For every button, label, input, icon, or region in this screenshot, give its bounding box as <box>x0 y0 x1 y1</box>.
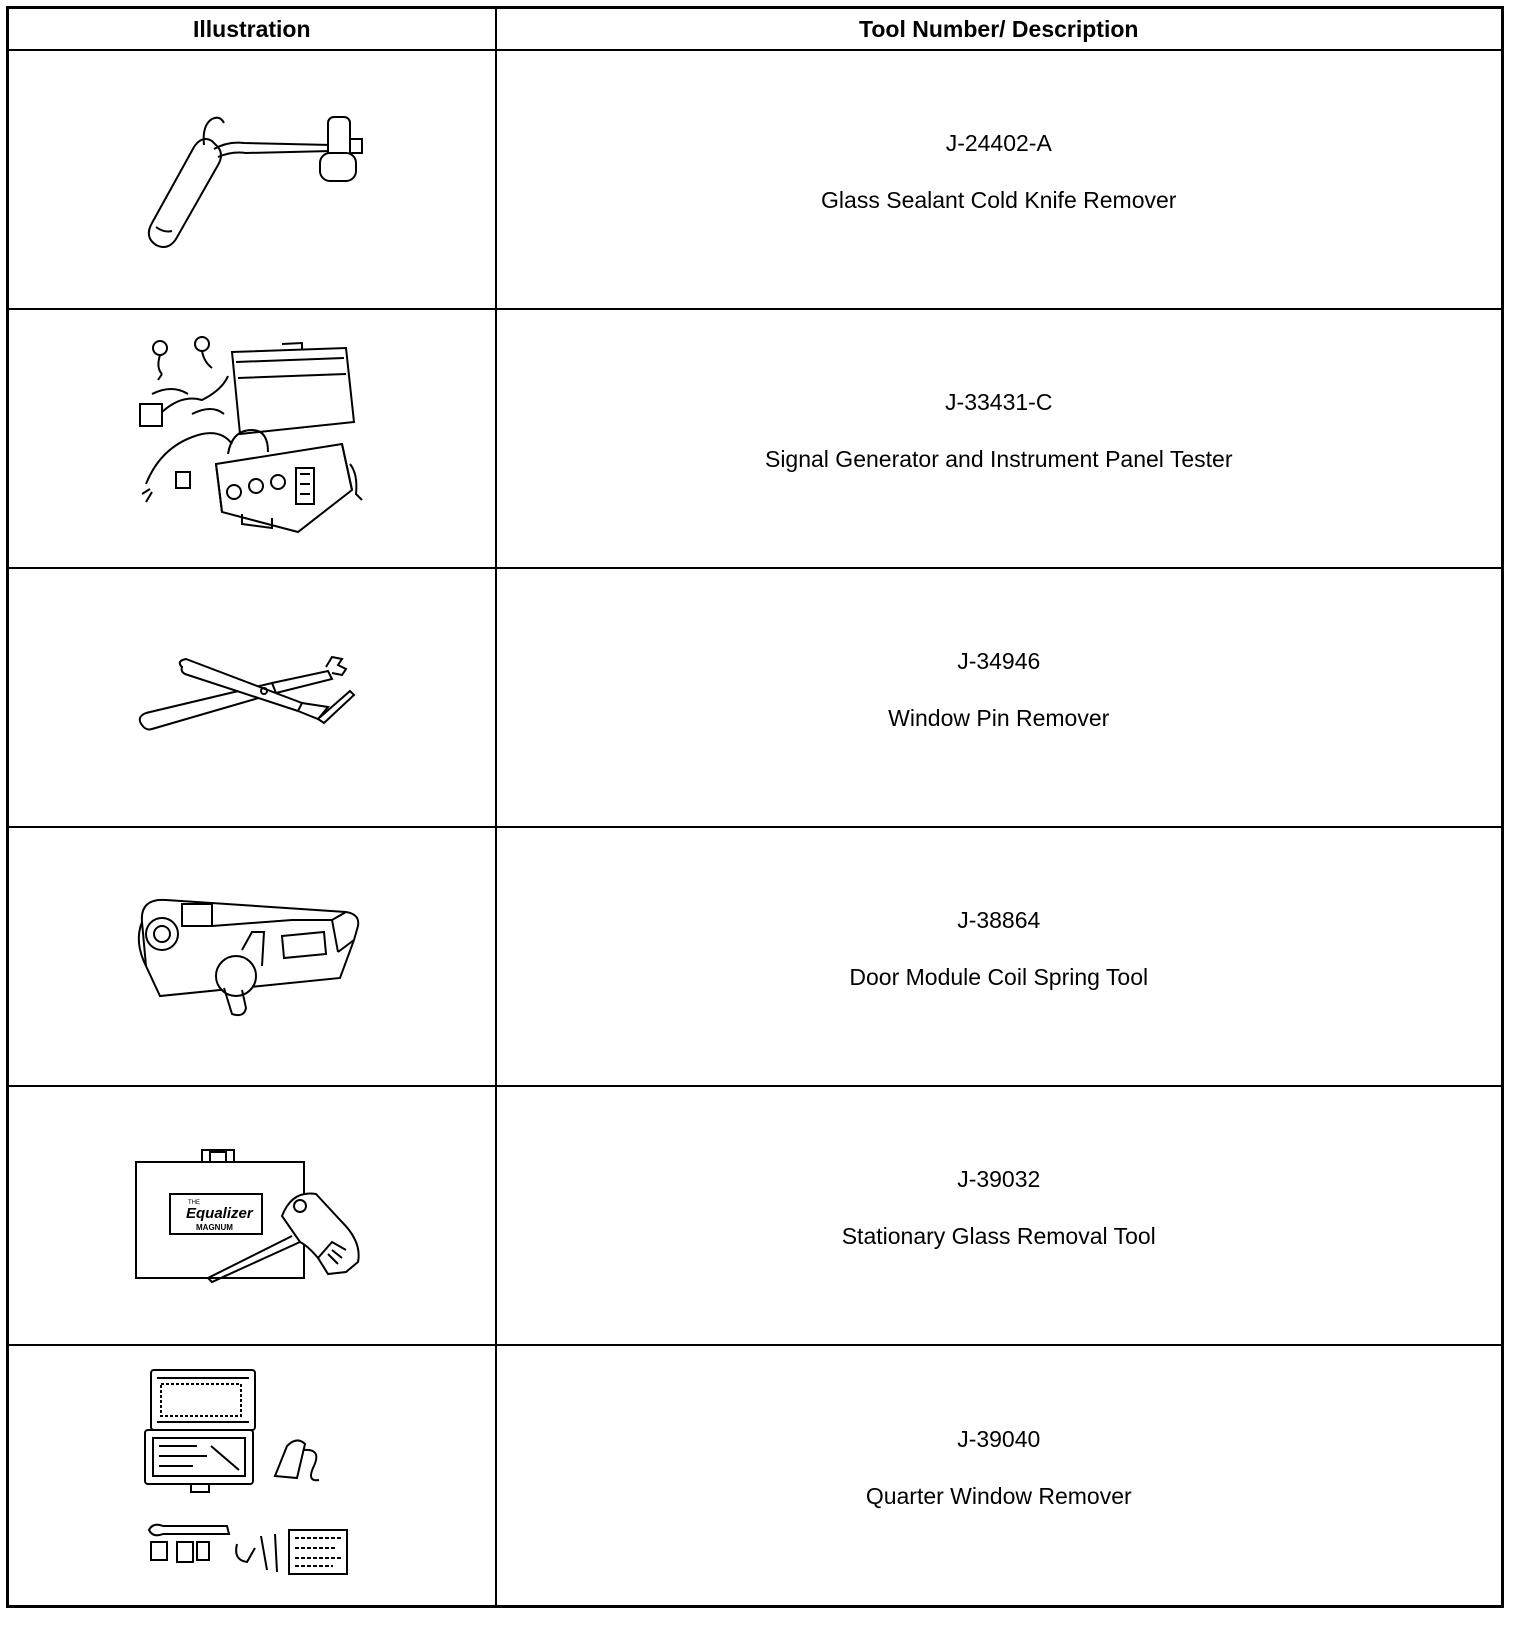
quarter-window-remover-kit-icon <box>137 1366 367 1586</box>
tool-cell <box>496 1086 1503 1345</box>
tool-cell <box>496 568 1503 827</box>
coil-spring-tool-icon <box>132 892 372 1022</box>
signal-generator-kit-icon <box>132 334 372 544</box>
tool-cell <box>496 50 1503 309</box>
header-illustration: Illustration <box>8 8 496 51</box>
table-header-row <box>8 8 1503 51</box>
special-tools-table <box>6 6 1504 1608</box>
equalizer-logo-name: Equalizer <box>185 1204 253 1222</box>
tool-description: Window Pin Remover <box>888 704 1110 731</box>
tool-cell <box>496 309 1503 568</box>
illustration-cell <box>8 827 496 1086</box>
illustration-cell <box>8 50 496 309</box>
tool-number: J-34946 <box>957 647 1041 674</box>
illustration-cell <box>8 568 496 827</box>
tool-number: J-24402-A <box>945 129 1052 156</box>
glass-removal-tool-icon <box>132 1146 372 1286</box>
tool-description: Glass Sealant Cold Knife Remover <box>821 186 1177 213</box>
table-row <box>8 827 1503 1086</box>
table-row <box>8 1086 1503 1345</box>
tool-description: Signal Generator and Instrument Panel Tester <box>764 445 1233 472</box>
header-tool-number-description: Tool Number/ Description <box>496 8 1503 51</box>
illustration-cell <box>8 1086 496 1345</box>
tool-cell <box>496 1345 1503 1607</box>
equalizer-logo-magnum: MAGNUM <box>195 1222 233 1232</box>
tool-description: Quarter Window Remover <box>865 1482 1132 1509</box>
illustration-cell <box>8 1345 496 1607</box>
tool-number: J-38864 <box>957 906 1041 933</box>
table-row <box>8 568 1503 827</box>
tool-cell <box>496 827 1503 1086</box>
tool-number: J-39032 <box>957 1165 1041 1192</box>
table-row <box>8 50 1503 309</box>
table-row <box>8 1345 1503 1607</box>
illustration-cell <box>8 309 496 568</box>
window-pin-remover-icon <box>132 653 372 743</box>
tool-description: Stationary Glass Removal Tool <box>841 1222 1156 1249</box>
tool-number: J-33431-C <box>945 388 1053 415</box>
cold-knife-icon <box>132 105 372 255</box>
tool-description: Door Module Coil Spring Tool <box>849 963 1149 990</box>
tool-number: J-39040 <box>957 1425 1041 1452</box>
table-row <box>8 309 1503 568</box>
equalizer-logo-the: THE <box>187 1199 200 1206</box>
